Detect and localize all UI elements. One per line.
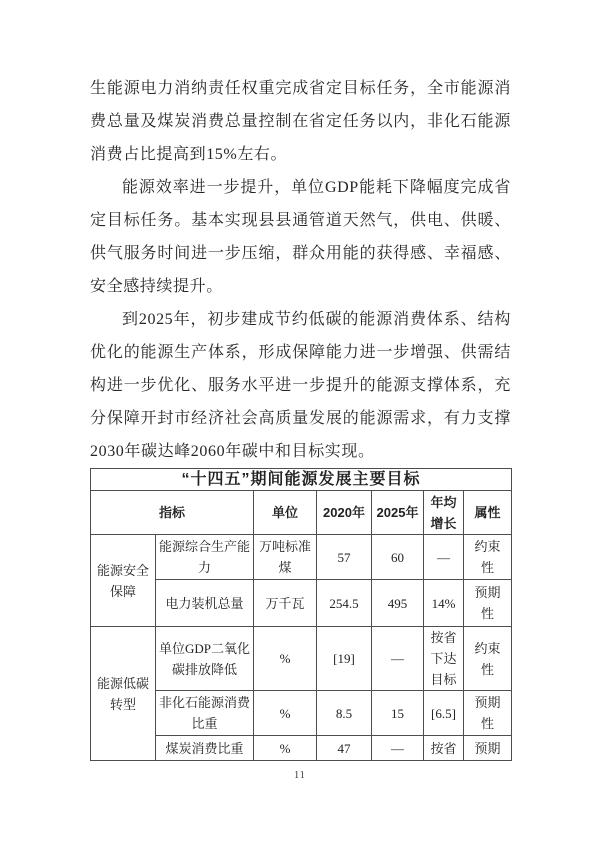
- paragraph-line: 费总量及煤炭消费总量控制在省定任务以内，非化石能源: [90, 113, 511, 130]
- value-2020-cell: 47: [317, 736, 372, 761]
- growth-cell: 按省: [424, 736, 464, 761]
- paragraph-line: 安全感持续提升。: [90, 278, 223, 295]
- body-text: [90, 72, 511, 468]
- page-number: 11: [294, 770, 306, 781]
- value-2020-cell: 57: [317, 535, 372, 580]
- table-row: [91, 627, 512, 691]
- header-unit: 单位: [254, 491, 317, 535]
- unit-cell: %: [254, 736, 317, 761]
- attribute-cell: 预期: [464, 736, 512, 761]
- paragraph-line: 供气服务时间进一步压缩，群众用能的获得感、幸福感、: [90, 245, 511, 262]
- indicator-cell: 煤炭消费比重: [156, 736, 254, 761]
- unit-cell: 万吨标准煤: [254, 535, 317, 580]
- paragraph-line: 定目标任务。基本实现县县通管道天然气，供电、供暖、: [90, 212, 511, 229]
- value-2025-cell: —: [372, 627, 424, 691]
- unit-cell: %: [254, 691, 317, 736]
- paragraph-line: 生能源电力消纳责任权重完成省定目标任务，全市能源消: [90, 80, 511, 97]
- paragraph-line: 2030年碳达峰2060年碳中和目标实现。: [90, 443, 375, 460]
- value-2020-cell: [19]: [317, 627, 372, 691]
- unit-cell: %: [254, 627, 317, 691]
- header-attribute: 属性: [464, 491, 512, 535]
- paragraph-line: 能源效率进一步提升，单位GDP能耗下降幅度完成省: [122, 179, 511, 196]
- attribute-cell: 约束性: [464, 535, 512, 580]
- value-2025-cell: 15: [372, 691, 424, 736]
- growth-cell: [6.5]: [424, 691, 464, 736]
- attribute-cell: 预期性: [464, 691, 512, 736]
- attribute-cell: 约束性: [464, 627, 512, 691]
- value-2025-cell: —: [372, 736, 424, 761]
- table-row: [91, 535, 512, 580]
- paragraph-line: 到2025年，初步建成节约低碳的能源消费体系、结构: [122, 311, 511, 328]
- table-header-row: [91, 491, 512, 535]
- goals-table: [90, 468, 512, 761]
- paragraph-line: 优化的能源生产体系，形成保障能力进一步增强、供需结: [90, 344, 511, 361]
- indicator-cell: 非化石能源消费比重: [156, 691, 254, 736]
- table-title-row: [91, 469, 512, 491]
- header-2025: 2025年: [372, 491, 424, 535]
- table-title: “十四五”期间能源发展主要目标: [91, 469, 512, 491]
- value-2020-cell: 8.5: [317, 691, 372, 736]
- paragraph-line: 构进一步优化、服务水平进一步提升的能源支撑体系，充: [90, 377, 511, 394]
- value-2025-cell: 495: [372, 580, 424, 627]
- paragraph-line: 消费占比提高到15%左右。: [90, 146, 288, 163]
- header-indicator: 指标: [91, 491, 254, 535]
- indicator-cell: 电力装机总量: [156, 580, 254, 627]
- growth-cell: 按省下达目标: [424, 627, 464, 691]
- group-cell: 能源低碳转型: [91, 627, 156, 761]
- value-2020-cell: 254.5: [317, 580, 372, 627]
- attribute-cell: 预期性: [464, 580, 512, 627]
- group-cell: 能源安全保障: [91, 535, 156, 627]
- header-2020: 2020年: [317, 491, 372, 535]
- growth-cell: —: [424, 535, 464, 580]
- header-growth: 年均增长: [424, 491, 464, 535]
- growth-cell: 14%: [424, 580, 464, 627]
- unit-cell: 万千瓦: [254, 580, 317, 627]
- paragraph-line: 分保障开封市经济社会高质量发展的能源需求，有力支撑: [90, 410, 511, 427]
- indicator-cell: 能源综合生产能力: [156, 535, 254, 580]
- indicator-cell: 单位GDP二氧化碳排放降低: [156, 627, 254, 691]
- value-2025-cell: 60: [372, 535, 424, 580]
